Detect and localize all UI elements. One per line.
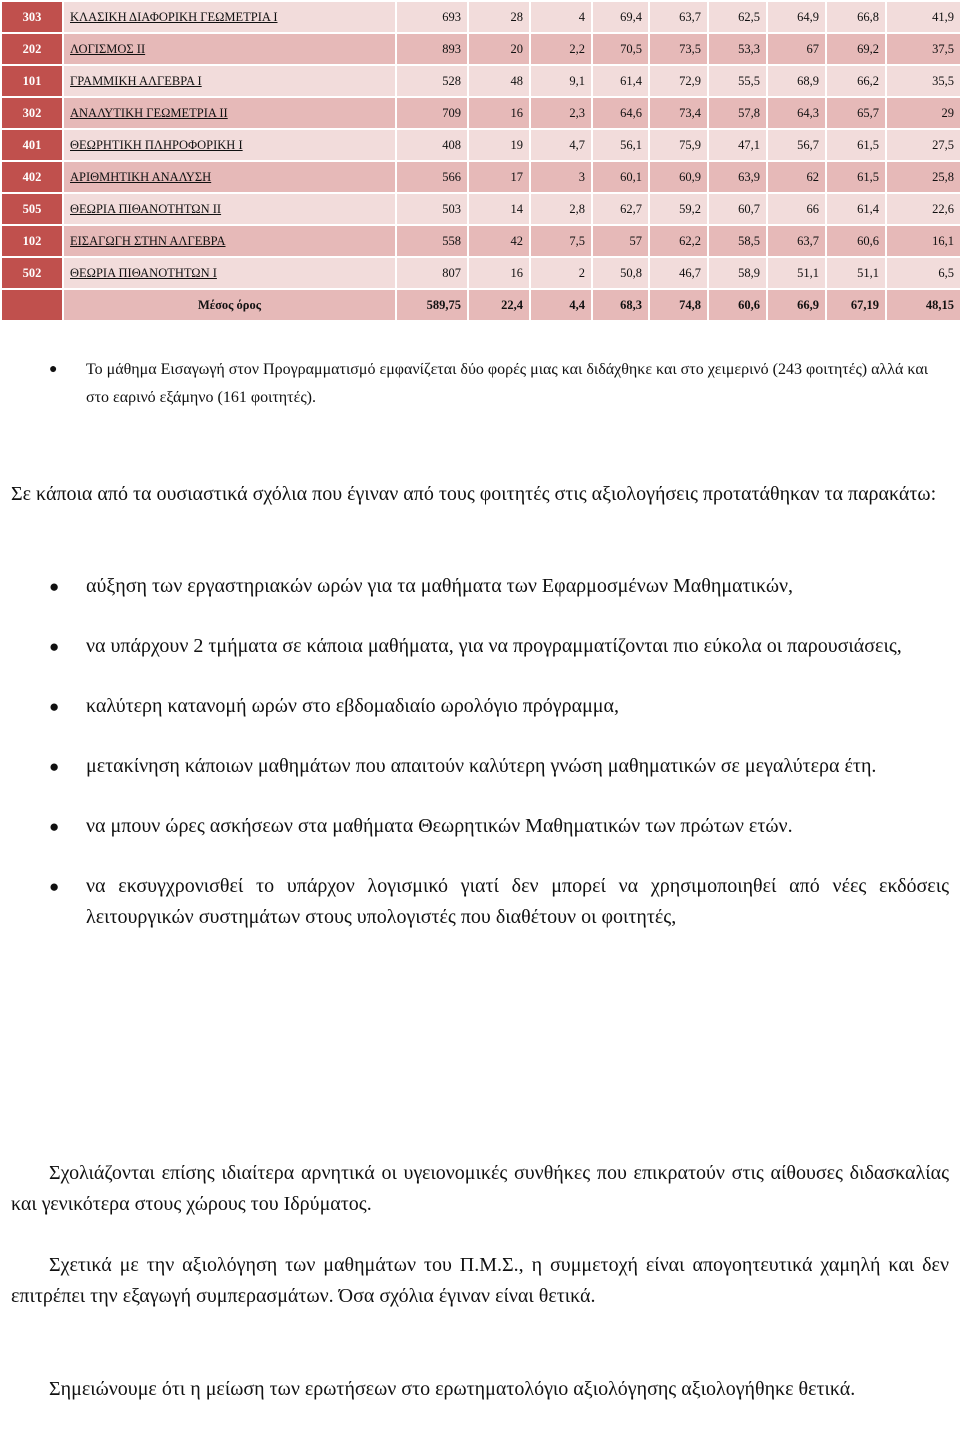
- table-cell: 62,7: [593, 194, 648, 224]
- table-cell: 73,5: [650, 34, 707, 64]
- bullet-icon: ●: [49, 637, 60, 656]
- table-cell: 566: [397, 162, 467, 192]
- suggestion-text: να μπουν ώρες ασκήσεων στα μαθήματα Θεωρητικών Μαθηματικών των πρώτων ετών.: [86, 815, 793, 837]
- table-cell: 807: [397, 258, 467, 288]
- table-cell: 74,8: [650, 290, 707, 320]
- course-code: 401: [2, 130, 62, 160]
- table-cell: 62: [768, 162, 825, 192]
- list-item: [0, 571, 960, 602]
- bullet-icon: ●: [49, 697, 60, 716]
- table-body: [2, 2, 960, 320]
- table-cell: 46,7: [650, 258, 707, 288]
- table-cell: 53,3: [709, 34, 766, 64]
- course-name: ΘΕΩΡΗΤΙΚΗ ΠΛΗΡΟΦΟΡΙΚΗ Ι: [64, 130, 395, 160]
- table-cell: 6,5: [887, 258, 960, 288]
- course-code: 303: [2, 2, 62, 32]
- course-code: 102: [2, 226, 62, 256]
- table-cell: 67,19: [827, 290, 885, 320]
- list-item: [0, 356, 960, 412]
- table-cell: 16,1: [887, 226, 960, 256]
- course-code: 505: [2, 194, 62, 224]
- table-cell: 709: [397, 98, 467, 128]
- table-cell: 61,5: [827, 162, 885, 192]
- table-cell: 59,2: [650, 194, 707, 224]
- table-cell: 58,9: [709, 258, 766, 288]
- table-cell: 51,1: [768, 258, 825, 288]
- table-row: [2, 130, 960, 160]
- table-cell: 42: [469, 226, 529, 256]
- suggestion-text: καλύτερη κατανομή ωρών στο εβδομαδιαίο ωρολόγιο πρόγραμμα,: [86, 695, 620, 717]
- table-cell: 60,9: [650, 162, 707, 192]
- course-name: ΑΝΑΛΥΤΙΚΗ ΓΕΩΜΕΤΡΙΑ ΙΙ: [64, 98, 395, 128]
- table-cell: 14: [469, 194, 529, 224]
- table-cell: 25,8: [887, 162, 960, 192]
- table-cell: 51,1: [827, 258, 885, 288]
- average-label: Μέσος όρος: [64, 290, 395, 320]
- list-item: [0, 751, 960, 782]
- table-cell: 67: [768, 34, 825, 64]
- course-name: ΘΕΩΡΙΑ ΠΙΘΑΝΟΤΗΤΩΝ Ι: [64, 258, 395, 288]
- table-cell: 64,9: [768, 2, 825, 32]
- table-cell: 2,3: [531, 98, 591, 128]
- course-code: 302: [2, 98, 62, 128]
- table-cell: 61,4: [593, 66, 648, 96]
- table-average-row: [2, 290, 960, 320]
- course-code: 502: [2, 258, 62, 288]
- table-cell: 19: [469, 130, 529, 160]
- table-cell: 57,8: [709, 98, 766, 128]
- table-cell: 16: [469, 258, 529, 288]
- table-cell: 70,5: [593, 34, 648, 64]
- course-name: ΕΙΣΑΓΩΓΗ ΣΤΗΝ ΑΛΓΕΒΡΑ: [64, 226, 395, 256]
- table-cell: 4: [531, 2, 591, 32]
- course-code: 202: [2, 34, 62, 64]
- table-cell: 47,1: [709, 130, 766, 160]
- table-cell: 66: [768, 194, 825, 224]
- table-cell: 7,5: [531, 226, 591, 256]
- table-cell: 4,7: [531, 130, 591, 160]
- table-cell: 60,7: [709, 194, 766, 224]
- table-cell: 503: [397, 194, 467, 224]
- table-cell: 63,7: [650, 2, 707, 32]
- table-cell: 693: [397, 2, 467, 32]
- table-cell: 58,5: [709, 226, 766, 256]
- suggestion-text: να υπάρχουν 2 τμήματα σε κάποια μαθήματα, για να προγραμματίζονται πιο εύκολα οι παρουσιάσεις,: [86, 635, 902, 657]
- table-row: [2, 226, 960, 256]
- list-item: [0, 691, 960, 722]
- table-cell: 73,4: [650, 98, 707, 128]
- course-code: 402: [2, 162, 62, 192]
- suggestion-text: να εκσυγχρονισθεί το υπάρχον λογισμικό γιατί δεν μπορεί να χρησιμοποιηθεί από νέες εκδόσεις λειτουργικών συστημάτων στους υπολογιστές που διαθέτουν οι φοιτητές,: [86, 875, 949, 928]
- list-item: [0, 871, 960, 933]
- table-cell: 893: [397, 34, 467, 64]
- table-cell: 62,5: [709, 2, 766, 32]
- table-row: [2, 66, 960, 96]
- table-cell: 60,6: [827, 226, 885, 256]
- table-cell: 66,2: [827, 66, 885, 96]
- table-cell: 75,9: [650, 130, 707, 160]
- table-cell: 60,6: [709, 290, 766, 320]
- table-row: [2, 34, 960, 64]
- bullet-icon: ●: [49, 757, 60, 776]
- table-cell: 55,5: [709, 66, 766, 96]
- table-cell: 16: [469, 98, 529, 128]
- course-name: ΘΕΩΡΙΑ ΠΙΘΑΝΟΤΗΤΩΝ ΙΙ: [64, 194, 395, 224]
- bullet-icon: ●: [49, 362, 58, 377]
- table-cell: 68,3: [593, 290, 648, 320]
- table-cell: 9,1: [531, 66, 591, 96]
- table-cell: 57: [593, 226, 648, 256]
- table-cell: 41,9: [887, 2, 960, 32]
- table-cell: 17: [469, 162, 529, 192]
- table-row: [2, 258, 960, 288]
- table-cell: 63,7: [768, 226, 825, 256]
- table-cell: 4,4: [531, 290, 591, 320]
- table-cell: 48: [469, 66, 529, 96]
- table-cell: 50,8: [593, 258, 648, 288]
- table-cell: 61,5: [827, 130, 885, 160]
- table-cell: 20: [469, 34, 529, 64]
- bullet-icon: ●: [49, 817, 60, 836]
- table-cell: 22,6: [887, 194, 960, 224]
- table-cell: 408: [397, 130, 467, 160]
- table-cell: 48,15: [887, 290, 960, 320]
- table-cell: 2: [531, 258, 591, 288]
- course-name: ΓΡΑΜΜΙΚΗ ΑΛΓΕΒΡΑ Ι: [64, 66, 395, 96]
- table-cell: 63,9: [709, 162, 766, 192]
- table-cell: 69,4: [593, 2, 648, 32]
- table-cell: 22,4: [469, 290, 529, 320]
- course-code: 101: [2, 66, 62, 96]
- table-cell: 65,7: [827, 98, 885, 128]
- paragraph-questionnaire: Σημειώνουμε ότι η μείωση των ερωτήσεων στο ερωτηματολόγιο αξιολόγησης αξιολογήθηκε θετικά.: [49, 1378, 856, 1400]
- table-cell: 72,9: [650, 66, 707, 96]
- table-row: [2, 162, 960, 192]
- paragraph-postgraduate-evaluation: Σχετικά με την αξιολόγηση των μαθημάτων του Π.Μ.Σ., η συμμετοχή είναι απογοητευτικά χαμηλή και δεν επιτρέπει την εξαγωγή συμπερασμάτων. Όσα σχόλια έγιναν είναι θετικά.: [11, 1254, 949, 1307]
- course-code: [2, 290, 62, 320]
- table-cell: 68,9: [768, 66, 825, 96]
- table-row: [2, 194, 960, 224]
- table-cell: 66,9: [768, 290, 825, 320]
- note-text: Το μάθημα Εισαγωγή στον Προγραμματισμό εμφανίζεται δύο φορές μιας και διδάχθηκε και στο χειμερινό (243 φοιτητές) αλλά και στο εαρινό εξάμηνο (161 φοιτητές).: [86, 361, 929, 406]
- suggestion-text: μετακίνηση κάποιων μαθημάτων που απαιτούν καλύτερη γνώση μαθηματικών σε μεγαλύτερα έτη.: [86, 755, 877, 777]
- table-cell: 66,8: [827, 2, 885, 32]
- table-cell: 29: [887, 98, 960, 128]
- suggestion-text: αύξηση των εργαστηριακών ωρών για τα μαθήματα των Εφαρμοσμένων Μαθηματικών,: [86, 575, 794, 597]
- table-cell: 528: [397, 66, 467, 96]
- table-cell: 2,8: [531, 194, 591, 224]
- table-cell: 64,3: [768, 98, 825, 128]
- table-cell: 61,4: [827, 194, 885, 224]
- table-note: [0, 356, 960, 412]
- bullet-icon: ●: [49, 577, 60, 596]
- table-cell: 27,5: [887, 130, 960, 160]
- table-cell: 589,75: [397, 290, 467, 320]
- list-item: [0, 631, 960, 662]
- table-cell: 3: [531, 162, 591, 192]
- table-row: [2, 98, 960, 128]
- table-cell: 62,2: [650, 226, 707, 256]
- course-name: ΚΛΑΣΙΚΗ ΔΙΑΦΟΡΙΚΗ ΓΕΩΜΕΤΡΙΑ Ι: [64, 2, 395, 32]
- list-item: [0, 811, 960, 842]
- table-cell: 28: [469, 2, 529, 32]
- course-evaluation-table: [0, 0, 960, 322]
- course-name: ΛΟΓΙΣΜΟΣ ΙΙ: [64, 34, 395, 64]
- suggestions-list: [0, 571, 960, 962]
- table-cell: 69,2: [827, 34, 885, 64]
- intro-paragraph: Σε κάποια από τα ουσιαστικά σχόλια που έγιναν από τους φοιτητές στις αξιολογήσεις προτατάθηκαν τα παρακάτω:: [11, 483, 937, 505]
- table-cell: 2,2: [531, 34, 591, 64]
- table-cell: 35,5: [887, 66, 960, 96]
- table-cell: 37,5: [887, 34, 960, 64]
- table-cell: 558: [397, 226, 467, 256]
- table-cell: 60,1: [593, 162, 648, 192]
- table-row: [2, 2, 960, 32]
- table-cell: 56,7: [768, 130, 825, 160]
- table-cell: 64,6: [593, 98, 648, 128]
- bullet-icon: ●: [49, 877, 60, 896]
- table-cell: 56,1: [593, 130, 648, 160]
- paragraph-health-conditions: Σχολιάζονται επίσης ιδιαίτερα αρνητικά οι υγειονομικές συνθήκες που επικρατούν στις αίθουσες διδασκαλίας και γενικότερα στους χώρους του Ιδρύματος.: [11, 1162, 949, 1215]
- course-name: ΑΡΙΘΜΗΤΙΚΗ ΑΝΑΛΥΣΗ: [64, 162, 395, 192]
